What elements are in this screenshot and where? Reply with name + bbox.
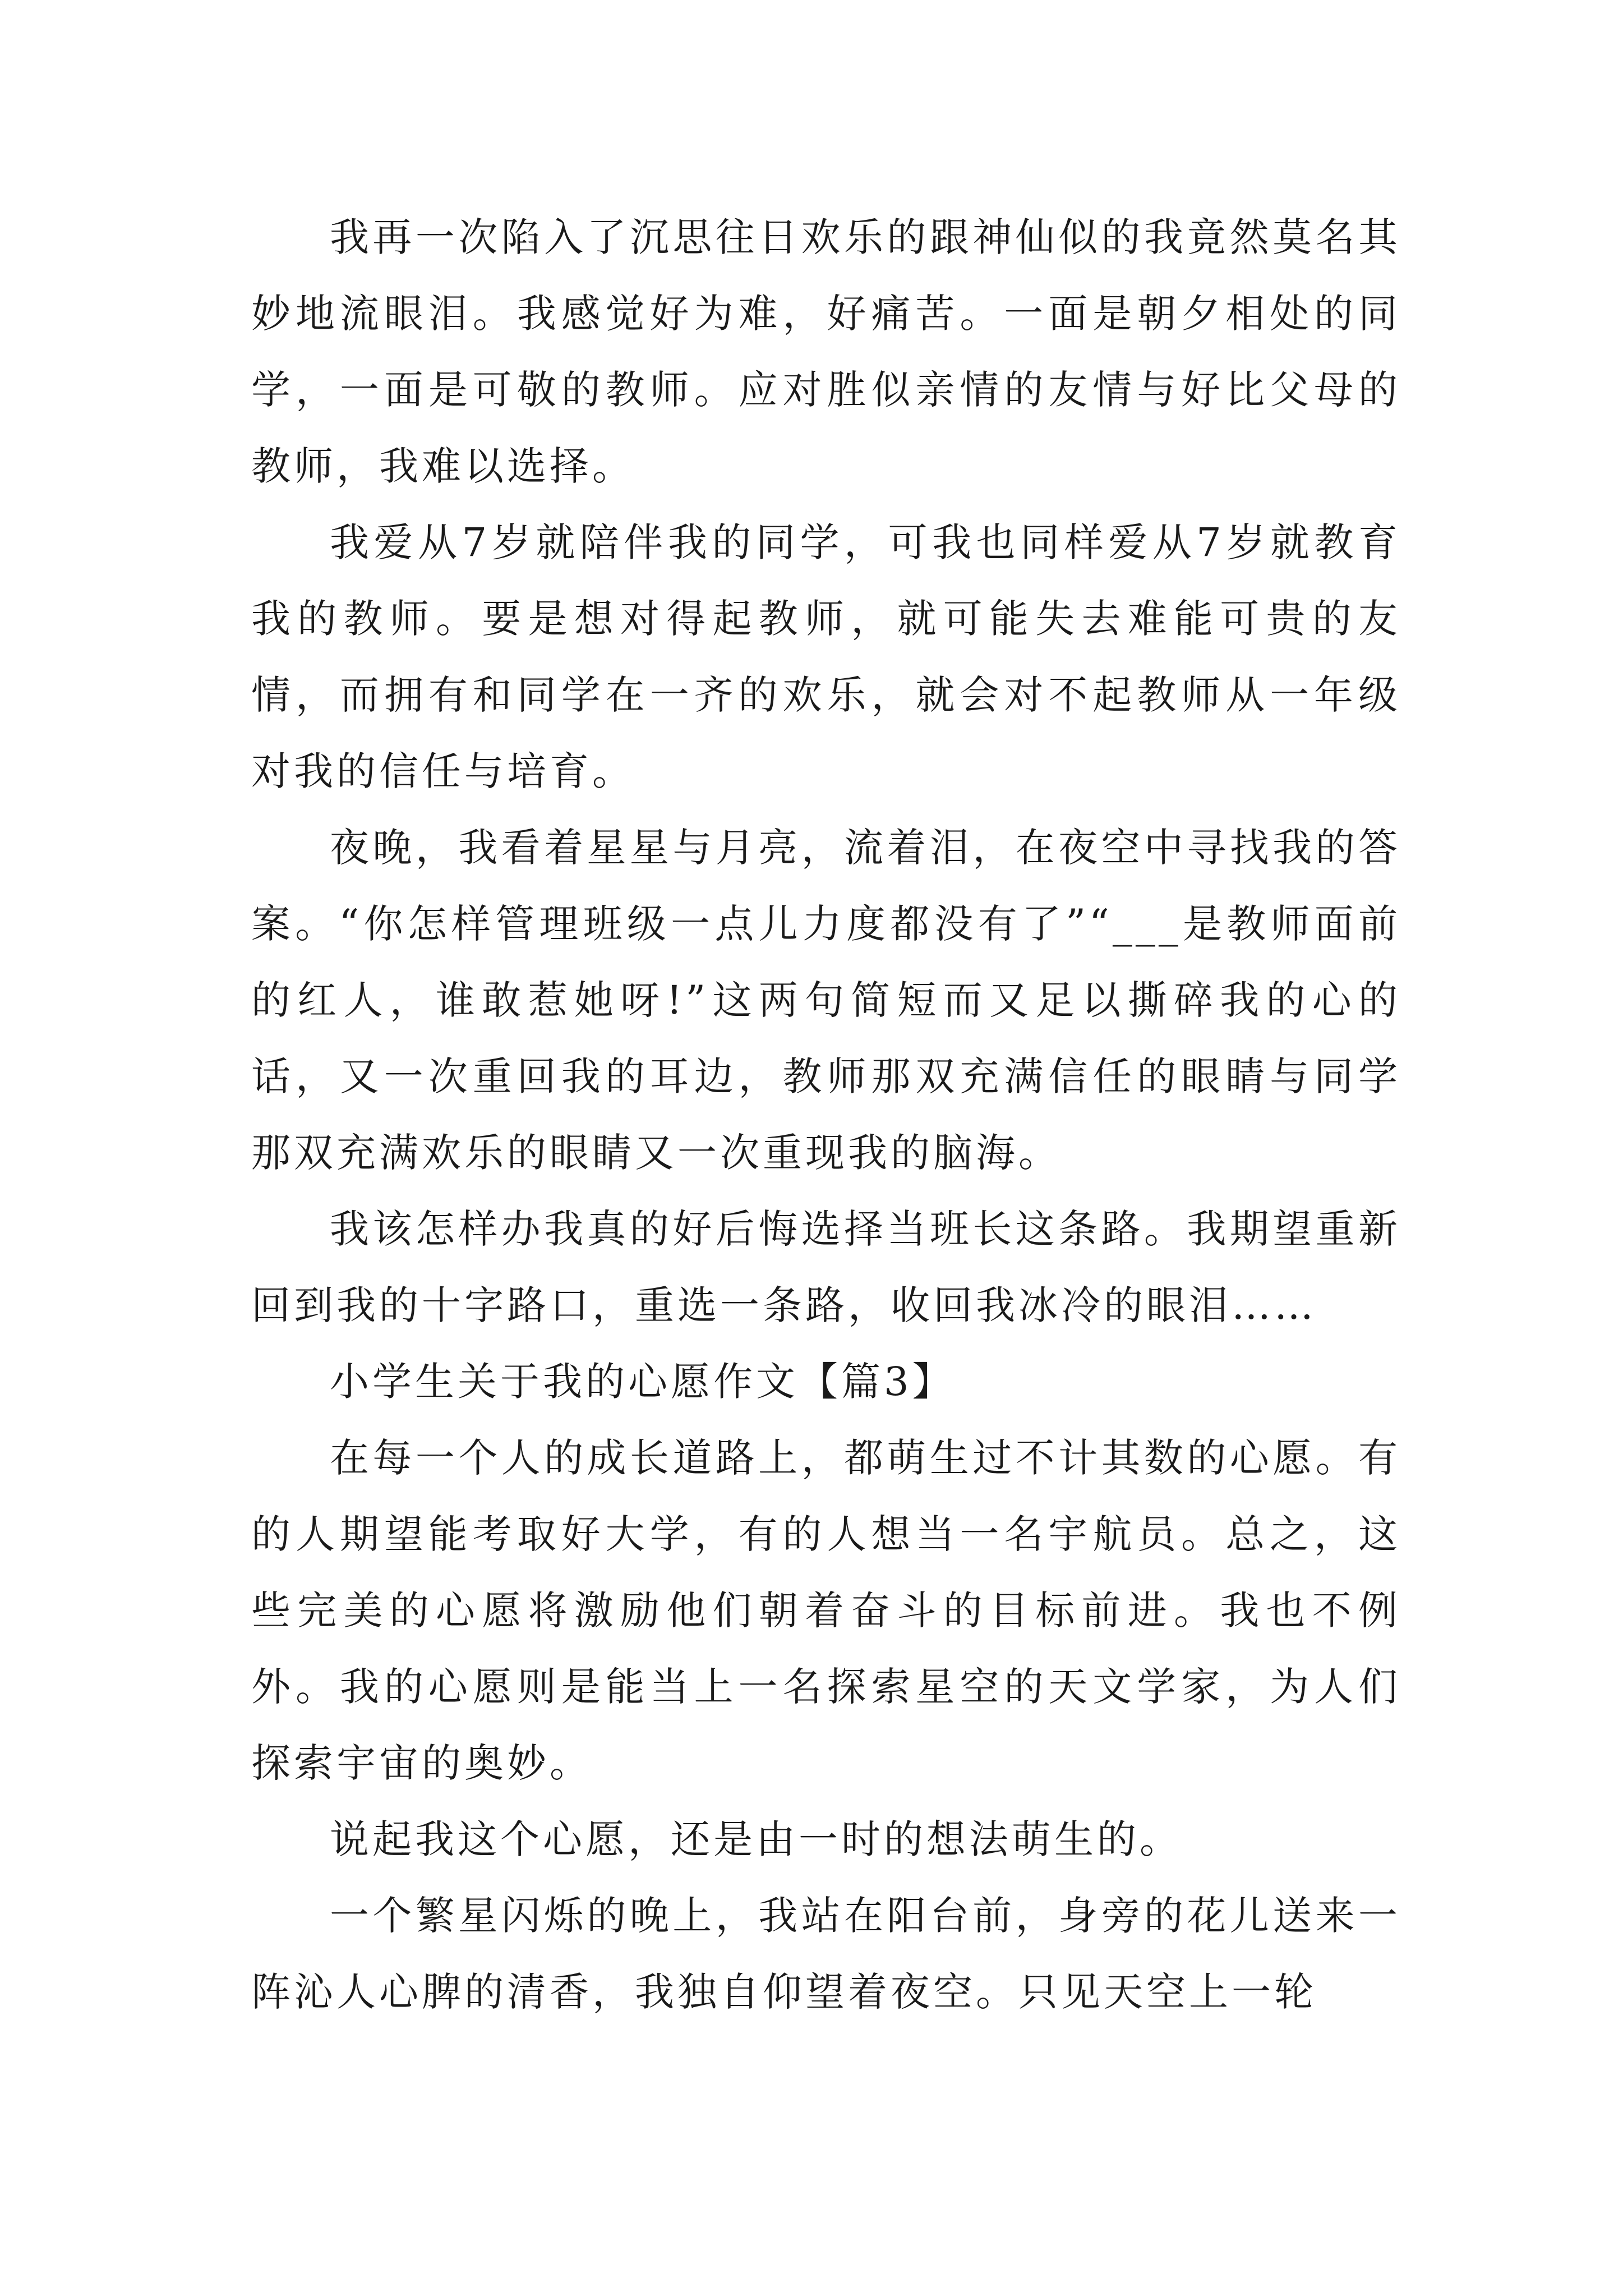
paragraph-5: 在每一个人的成长道路上，都萌生过不计其数的心愿。有的人期望能考取好大学，有的人想当一名宇航员。总之，这些完美的心愿将激励他们朝着奋斗的目标前进。我也不例外。我的心愿则是能当上一名探索星空的天文学家，为人们探索宇宙的奥妙。 [251, 1435, 1401, 1786]
paragraph-7: 一个繁星闪烁的晚上，我站在阳台前，身旁的花儿送来一阵沁人心脾的清香，我独自仰望着夜空。只见天空上一轮 [251, 1893, 1401, 2015]
paragraph-1: 我再一次陷入了沉思往日欢乐的跟神仙似的我竟然莫名其妙地流眼泪。我感觉好为难，好痛苦。一面是朝夕相处的同学，一面是可敬的教师。应对胜似亲情的友情与好比父母的教师，我难以选择。 [251, 214, 1401, 489]
paragraph-3: 夜晚，我看着星星与月亮，流着泪，在夜空中寻找我的答案。“你怎样管理班级一点儿力度都没有了”“___是教师面前的红人，谁敢惹她呀!”这两句简短而又足以撕碎我的心的话，又一次重回我的耳边，教师那双充满信任的眼睛与同学那双充满欢乐的眼睛又一次重现我的脑海。 [251, 825, 1401, 1176]
document-body [251, 199, 1401, 2030]
paragraph-2: 我爱从7岁就陪伴我的同学，可我也同样爱从7岁就教育我的教师。要是想对得起教师，就可能失去难能可贵的友情，而拥有和同学在一齐的欢乐，就会对不起教师从一年级对我的信任与培育。 [251, 519, 1401, 794]
section-heading: 小学生关于我的心愿作文【篇3】 [330, 1359, 955, 1405]
paragraph-4: 我该怎样办我真的好后悔选择当班长这条路。我期望重新回到我的十字路口，重选一条路，收回我冰冷的眼泪…… [251, 1206, 1401, 1328]
paragraph-6: 说起我这个心愿，还是由一时的想法萌生的。 [330, 1816, 1182, 1862]
